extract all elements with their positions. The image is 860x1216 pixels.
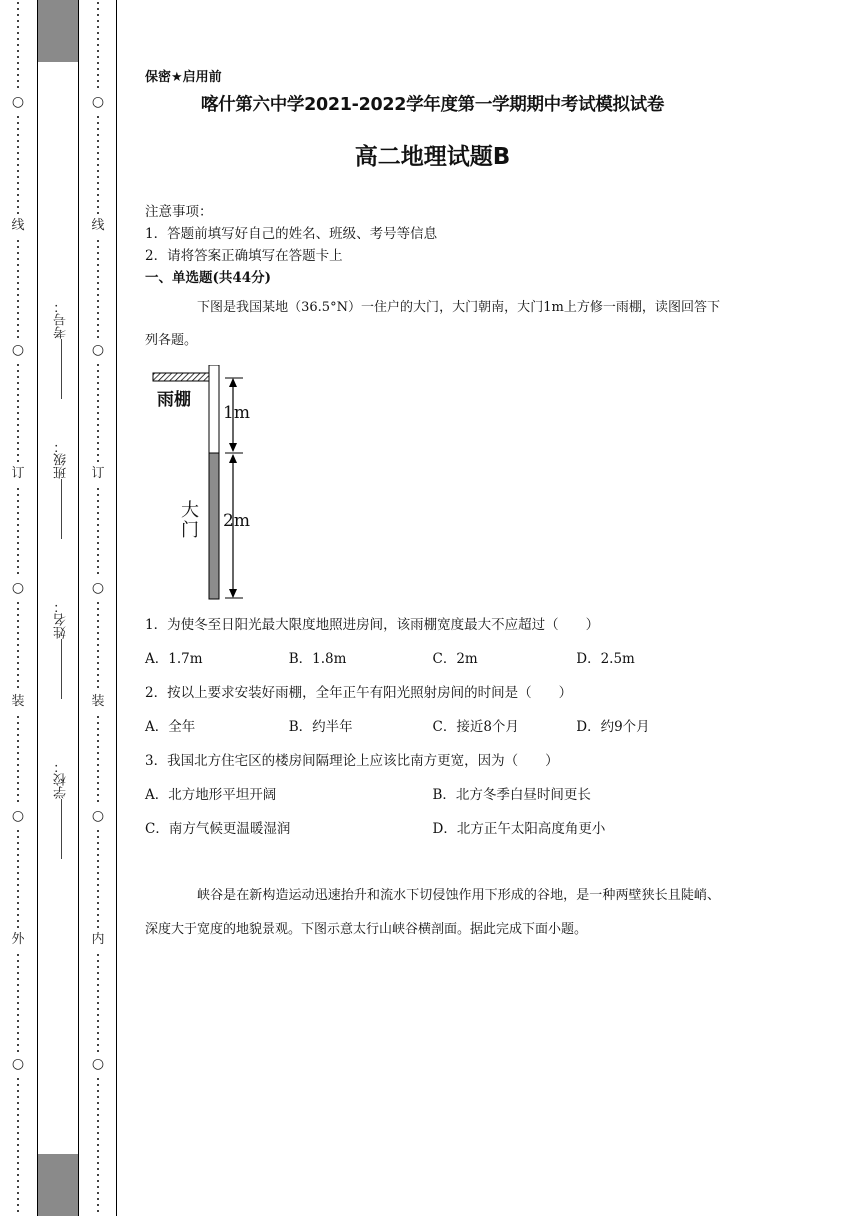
dim-bottom-label: 2m <box>223 511 250 531</box>
inner-circle-mark: ○ <box>91 94 105 110</box>
inner-circle-mark: ○ <box>91 342 105 358</box>
option-b[interactable]: B．约半年 <box>288 719 353 735</box>
option-a[interactable]: A．全年 <box>145 719 196 735</box>
gate-label: 大 门 <box>181 500 199 541</box>
question-2: 2．按以上要求安装好雨棚，全年正午有阳光照射房间的时间是（ ） <box>145 685 573 701</box>
outer-circle-mark: ○ <box>11 580 25 596</box>
option-d[interactable]: D．约9个月 <box>576 719 650 735</box>
section-title: 一、单选题(共44分) <box>145 270 272 286</box>
name-field[interactable]: 姓名： <box>52 600 68 703</box>
option-b[interactable]: B．北方冬季白昼时间更长 <box>432 787 591 803</box>
inner-line-mark: 线 <box>91 218 105 233</box>
question-3: 3．我国北方住宅区的楼房间隔理论上应该比南方更宽，因为（ ） <box>145 753 559 769</box>
option-b[interactable]: B．1.8m <box>288 651 347 667</box>
gate-shape <box>209 453 219 599</box>
dim-top-label: 1m <box>223 403 250 423</box>
outer-circle-mark: ○ <box>11 94 25 110</box>
outer-circle-mark: ○ <box>11 1056 25 1072</box>
margin-line-right <box>116 0 117 1216</box>
inner-circle-mark: ○ <box>91 808 105 824</box>
outer-bind-mark: 订 <box>11 466 25 481</box>
exam-content <box>145 66 720 960</box>
confidential-label: 保密★启用前 <box>145 70 222 85</box>
outer-circle-mark: ○ <box>11 808 25 824</box>
question-1: 1．为使冬至日阳光最大限度地照进房间，该雨棚宽度最大不应超过（ ） <box>145 617 600 633</box>
wall-shape <box>209 365 219 453</box>
outer-install-mark: 装 <box>11 694 25 709</box>
subject-title: 高二地理试题B <box>354 144 511 170</box>
question-3-options-row2 <box>145 819 720 839</box>
exam-number-field[interactable]: 考号： <box>52 300 68 403</box>
strip-top-block <box>38 0 78 62</box>
notes-block <box>145 201 720 267</box>
binding-margin <box>0 0 118 1216</box>
outer-outside-mark: 外 <box>11 932 25 947</box>
gate-canopy-figure <box>151 365 261 605</box>
notes-item: 1．答题前填写好自己的姓名、班级、考号等信息 <box>145 226 438 242</box>
student-info-fields <box>52 300 68 880</box>
outer-cut-line <box>12 0 24 1216</box>
inner-inside-mark: 内 <box>91 932 105 947</box>
question-2-options <box>145 717 720 737</box>
inner-circle-mark: ○ <box>91 580 105 596</box>
inner-circle-mark: ○ <box>91 1056 105 1072</box>
inner-install-mark: 装 <box>91 694 105 709</box>
option-c[interactable]: C．2m <box>432 651 478 667</box>
inner-cut-line <box>92 0 104 1216</box>
outer-line-mark: 线 <box>11 218 25 233</box>
notes-item: 2．请将答案正确填写在答题卡上 <box>145 248 343 264</box>
school-field[interactable]: 学校： <box>52 760 68 863</box>
passage-intro: 下图是我国某地（36.5°N）一住户的大门，大门朝南，大门1m上方修一雨棚，读图回答下列各题。 <box>145 300 720 348</box>
option-c[interactable]: C．接近8个月 <box>432 719 519 735</box>
canopy-label: 雨棚 <box>157 390 191 410</box>
option-d[interactable]: D．北方正午太阳高度角更小 <box>432 821 606 837</box>
inner-bind-mark: 订 <box>91 466 105 481</box>
question-1-options <box>145 649 720 669</box>
question-3-options-row1 <box>145 785 720 805</box>
outer-circle-mark: ○ <box>11 342 25 358</box>
exam-title: 喀什第六中学2021-2022学年度第一学期期中考试模拟试卷 <box>200 95 665 115</box>
option-a[interactable]: A．北方地形平坦开阔 <box>145 787 277 803</box>
option-c[interactable]: C．南方气候更温暖湿润 <box>145 821 291 837</box>
option-a[interactable]: A．1.7m <box>145 651 203 667</box>
canopy-shape <box>153 373 209 381</box>
class-field[interactable]: 班级： <box>52 440 68 543</box>
option-d[interactable]: D．2.5m <box>576 651 635 667</box>
notes-heading: 注意事项： <box>145 204 213 220</box>
strip-bottom-block <box>38 1154 78 1216</box>
passage-canyon: 峡谷是在新构造运动迅速抬升和流水下切侵蚀作用下形成的谷地，是一种两壁狭长且陡峭、深度大于宽度的地貌景观。下图示意太行山峡谷横剖面。据此完成下面小题。 <box>145 888 720 937</box>
